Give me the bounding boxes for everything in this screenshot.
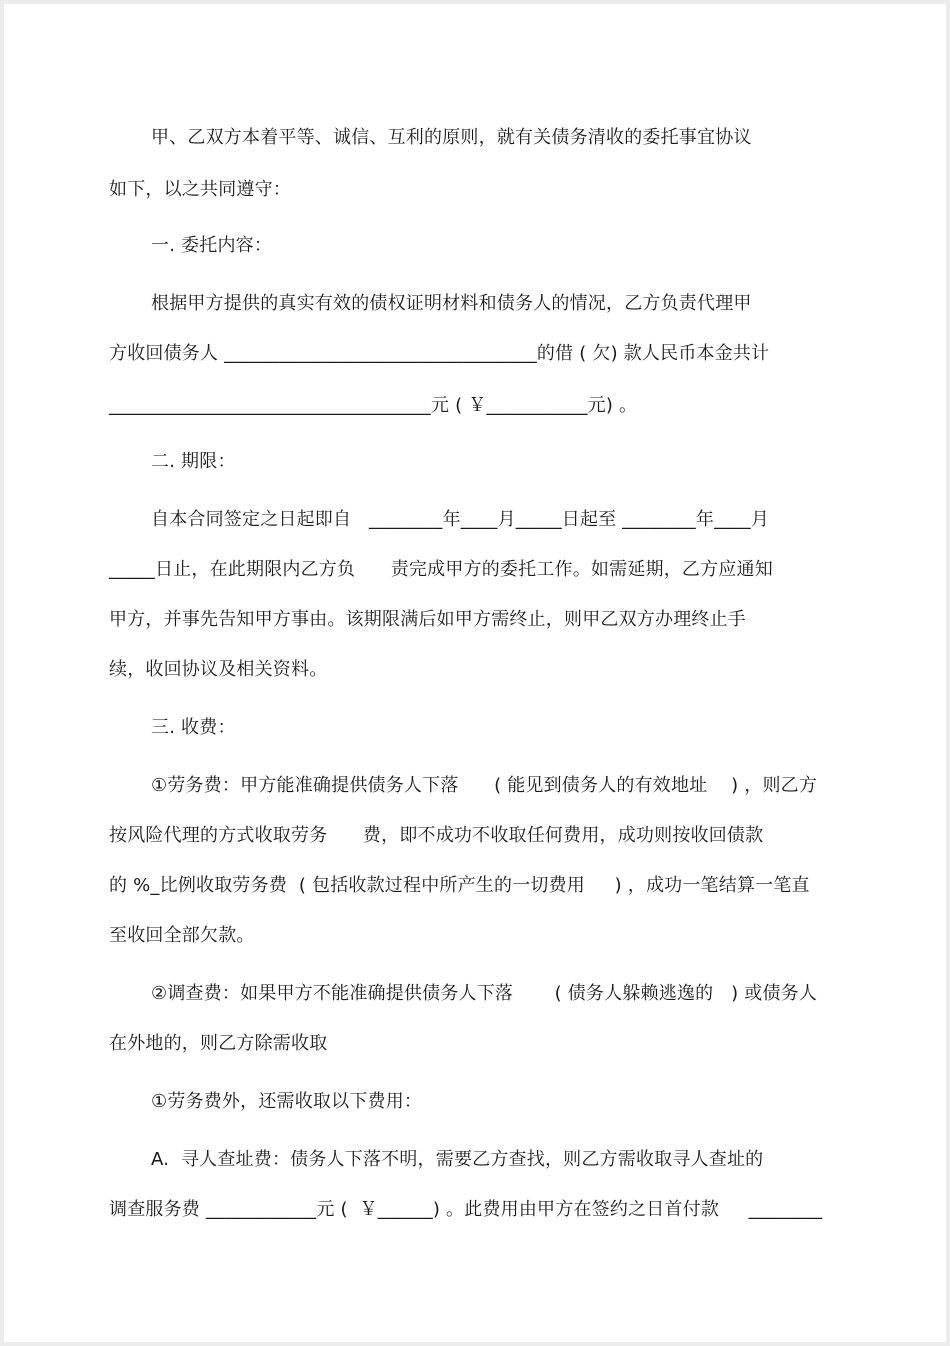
line-11: 续，收回协议及相关资料。 xyxy=(109,659,328,680)
line-4: 根据甲方提供的真实有效的债权证明材料和债务人的情况，乙方负责代理甲 xyxy=(151,293,752,314)
line-1: 甲、乙双方本着平等、诚信、互利的原则，就有关债务清收的委托事宜协议 xyxy=(151,127,752,148)
line-10: 甲方，并事先告知甲方事由。该期限满后如甲方需终止，则甲乙双方办理终止手 xyxy=(109,609,746,630)
line-13: ①劳务费：甲方能准确提供债务人下落 ( 能见到债务人的有效地址 ) ，则乙方 xyxy=(151,775,818,796)
line-21: 调查服务费 ____________元 ( ￥______) 。此费用由甲方在签约之日首付款 ________ xyxy=(109,1199,823,1220)
line-16: 至收回全部欠款。 xyxy=(109,925,255,946)
line-6: ___________________________________元 ( ￥___________元) 。 xyxy=(109,395,638,416)
line-19: ①劳务费外，还需收取以下费用： xyxy=(151,1091,423,1112)
line-20: A. 寻人查址费：债务人下落不明，需要乙方查找，则乙方需收取寻人查址的 xyxy=(151,1149,764,1170)
line-15: 的 %_比例收取劳务费 ( 包括收款过程中所产生的一切费用 ) ，成功一笔结算一笔直 xyxy=(109,875,810,896)
line-8: 自本合同签定之日起即自 ________年____月_____日起至 ________年____月 xyxy=(151,509,770,530)
line-18: 在外地的，则乙方除需收取 xyxy=(109,1033,328,1054)
section-heading-1: 一. 委托内容： xyxy=(151,235,273,256)
line-9: _____日止，在此期限内乙方负 责完成甲方的委托工作。如需延期，乙方应通知 xyxy=(109,559,773,580)
line-2: 如下，以之共同遵守： xyxy=(109,179,291,200)
line-5: 方收回债务人 __________________________________的借 ( 欠) 款人民币本金共计 xyxy=(109,343,770,364)
section-heading-2: 二. 期限： xyxy=(151,451,236,472)
section-heading-3: 三. 收费： xyxy=(151,717,236,738)
line-17: ②调查费：如果甲方不能准确提供债务人下落 ( 债务人躲赖逃逸的 ) 或债务人 xyxy=(151,983,818,1004)
line-14: 按风险代理的方式收取劳务 费，即不成功不收取任何费用，成功则按收回债款 xyxy=(109,825,764,846)
document-page xyxy=(4,4,946,1342)
